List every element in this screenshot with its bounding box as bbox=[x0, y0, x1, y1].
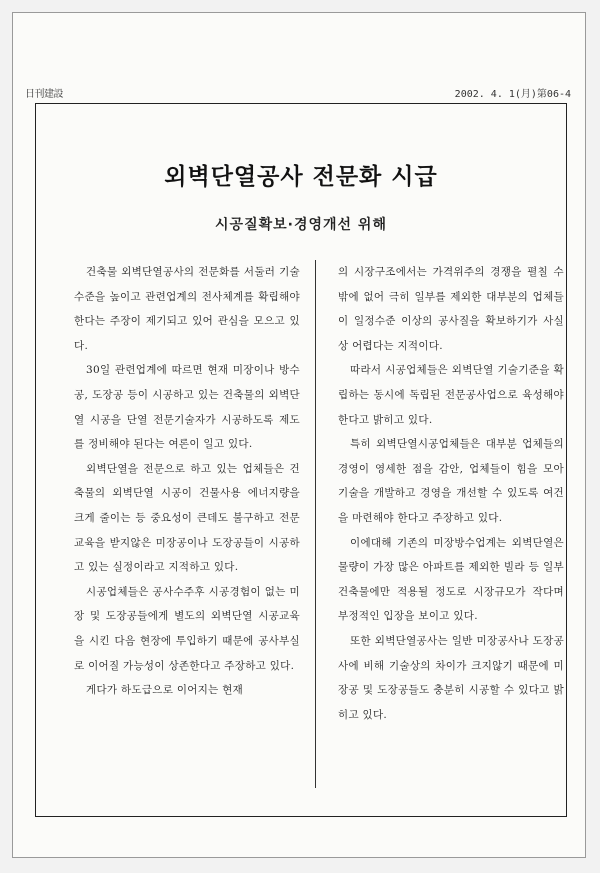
paragraph-continued: 의 시장구조에서는 가격위주의 경쟁을 펼칠 수 밖에 없어 극히 일부를 제외한 대부분의 업체들이 일정수준 이상의 공사질을 확보하기가 사실상 어렵다는 지적이다. bbox=[338, 266, 564, 352]
column-divider bbox=[315, 260, 316, 788]
article-column-right bbox=[338, 260, 564, 727]
article-frame bbox=[35, 103, 567, 817]
paragraph: 특히 외벽단열시공업체들은 대부분 업체들의 경영이 영세한 점을 감안, 업체들이 힘을 모아 기술을 개발하고 경영을 개선할 수 있도록 여건을 마련해야 한다고 주장하고 있다. bbox=[338, 438, 564, 524]
paragraph: 외벽단열을 전문으로 하고 있는 업체들은 건축물의 외벽단열 시공이 건물사용 에너지량을 크게 줄이는 등 중요성이 큰데도 불구하고 전문교육을 받지않은 미장공이나 도장공들이 시공하고 있는 실정이라고 지적하고 있다. bbox=[74, 462, 300, 574]
paragraph: 건축물 외벽단열공사의 전문화를 서둘러 기술수준을 높이고 관련업계의 전사체계를 확립해야 한다는 주장이 제기되고 있어 관심을 모으고 있다. bbox=[74, 266, 300, 352]
newspaper-name: 日刊建設 bbox=[25, 89, 63, 100]
masthead bbox=[21, 85, 575, 99]
paragraph: 게다가 하도급으로 이어지는 현재 bbox=[86, 684, 244, 697]
paragraph: 30일 관련업계에 따르면 현재 미장이나 방수공, 도장공 등이 시공하고 있는 건축물의 외벽단열 시공을 단열 전문기술자가 시공하도록 제도를 정비해야 된다는 여론이 일고 있다. bbox=[74, 364, 300, 451]
paragraph: 시공업체들은 공사수주후 시공경험이 없는 미장 및 도장공들에게 별도의 외벽단열 시공교육을 시킨 다음 현장에 투입하기 때문에 공사부실로 이어질 가능성이 상존한다고 주장하고 있다. bbox=[74, 585, 300, 672]
paragraph: 따라서 시공업체들은 외벽단열 기술기준을 확립하는 동시에 독립된 전문공사업으로 육성해야 한다고 밝히고 있다. bbox=[338, 364, 564, 426]
paragraph: 또한 외벽단열공사는 일반 미장공사나 도장공사에 비해 기술상의 차이가 크지않기 때문에 미장공 및 도장공들도 충분히 시공할 수 있다고 밝히고 있다. bbox=[338, 634, 564, 721]
scanned-page bbox=[12, 12, 586, 858]
publication-date: 2002. 4. 1(月)第06-4 bbox=[454, 89, 571, 100]
article-subhead: 시공질확보·경영개선 위해 bbox=[215, 217, 387, 233]
paragraph: 이에대해 기존의 미장방수업계는 외벽단열은 물량이 가장 많은 아파트를 제외한 빌라 등 일부 건축물에만 적용될 정도로 시장규모가 작다며 부정적인 입장을 보이고 있다. bbox=[338, 536, 564, 623]
article-column-left bbox=[74, 260, 300, 703]
article-headline: 외벽단열공사 전문화 시급 bbox=[164, 164, 438, 190]
